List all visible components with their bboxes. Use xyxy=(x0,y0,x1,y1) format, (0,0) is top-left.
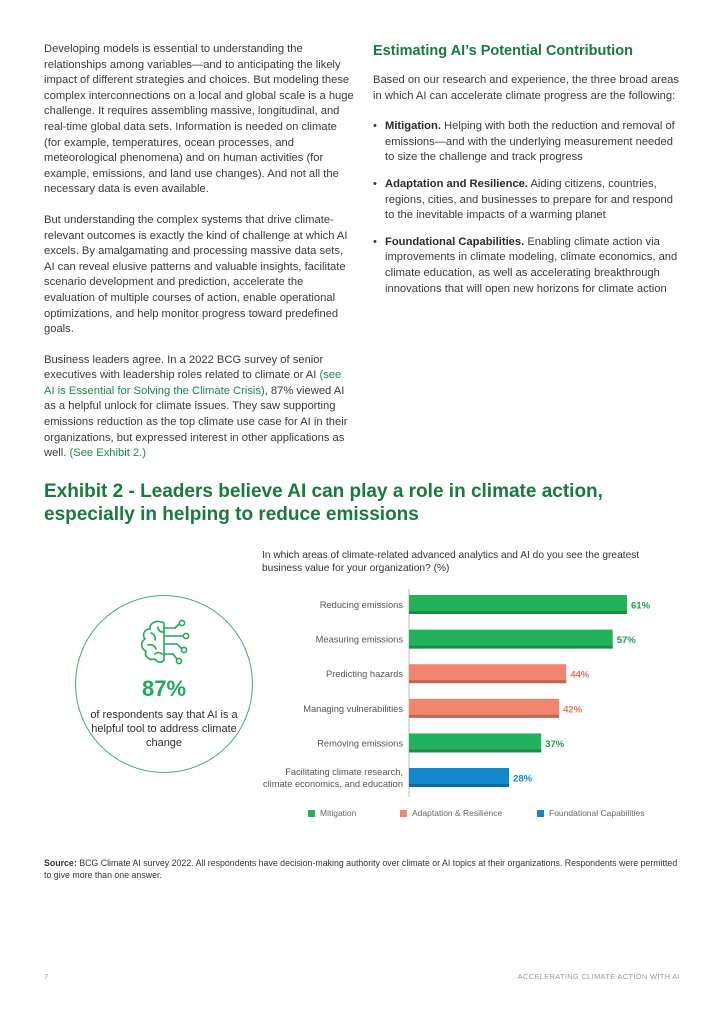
data-label: 37% xyxy=(545,738,565,750)
bar-shadow xyxy=(409,680,566,683)
legend-label: Mitigation xyxy=(320,808,357,818)
bar-shadow xyxy=(409,715,559,718)
survey-text-start: Business leaders agree. In a 2022 BCG survey of senior executives with leadership roles related to climate or AI xyxy=(44,353,324,382)
category-label: climate economics, and education xyxy=(262,779,403,789)
bullet-title: Foundational Capabilities. xyxy=(385,235,525,248)
bullet-glyph: • xyxy=(373,120,377,133)
survey-text-middle: , 87% viewed AI as a helpful unlock for climate issues. They saw supporting emissions reduction as the top climate use case for AI in their organizations, but expressed interest in other applications as well. xyxy=(44,384,348,460)
bullet-text: Aiding citizens, countries, regions, cities, and businesses to prepare for and respond to the inevitable impacts of a warming planet xyxy=(385,177,673,222)
source-note xyxy=(44,857,684,881)
body-paragraph-survey xyxy=(44,353,354,462)
article-link[interactable]: (see AI is Essential for Solving the Climate Crisis) xyxy=(44,369,342,397)
source-label: Source: xyxy=(44,858,77,868)
body-paragraph: Developing models is essential to understanding the relationships among variables—and to anticipating the likely impact of different strategies and choices. But modeling these complex interconnections on a local and global scale is a huge challenge. It requires assembling massive, longitudinal, and real-time global data sets. Information is needed on climate (for example, temperatures, ocean processes, and meteorological phenomena) and on human activities (for example, emissions, and land use changes). And not all the necessary data is even available. xyxy=(44,43,354,196)
bar-shadow xyxy=(409,646,613,649)
bullet-list xyxy=(373,119,683,297)
bullet-item-mitigation xyxy=(373,119,683,166)
stat-label: of respondents say that AI is a helpful tool to address climate change xyxy=(90,709,238,749)
bullet-glyph: • xyxy=(373,177,377,190)
body-paragraph: But understanding the complex systems that drive climate-relevant outcomes is exactly the kind of challenge at which AI excels. By amalgamating and processing massive data sets, AI can reveal elusive patterns and valuable insights, facilitate scenario development and prediction, accelerate the evaluation of multiple courses of action, enable operational optimizations, and help monitor progress toward predefined goals. xyxy=(44,213,348,336)
category-label: Facilitating climate research, xyxy=(285,767,403,777)
data-label: 28% xyxy=(513,773,533,785)
legend-swatch xyxy=(308,810,315,817)
bullet-item-foundational xyxy=(373,235,683,297)
data-label: 57% xyxy=(616,635,636,647)
data-label: 44% xyxy=(570,669,590,681)
legend-swatch xyxy=(537,810,544,817)
source-text: BCG Climate AI survey 2022. All respondents have decision-making authority over climate or AI topics at their organizations. Respondents were permitted to give more than one answer. xyxy=(44,858,678,880)
bullet-text: Helping with both the reduction and removal of emissions—and with the underlying measurement needed to size the challenge and track progress xyxy=(385,120,675,164)
section-intro: Based on our research and experience, the three broad areas in which AI can accelerate climate progress are the following: xyxy=(373,74,679,102)
footer-document-title: ACCELERATING CLIMATE ACTION WITH AI xyxy=(517,972,680,981)
stat-value: 87% xyxy=(141,676,187,701)
bullet-glyph: • xyxy=(373,235,377,248)
exhibit-title: Exhibit 2 - Leaders believe AI can play a role in climate action, especially in helping to reduce emissions xyxy=(44,481,603,525)
category-label: Predicting hazards xyxy=(326,669,403,680)
legend-label: Adaptation & Resilience xyxy=(412,808,503,818)
stat-callout xyxy=(75,595,253,773)
data-label: 42% xyxy=(563,704,583,716)
section-heading: Estimating AI’s Potential Contribution xyxy=(373,43,633,59)
left-column xyxy=(44,42,354,477)
bullet-title: Adaptation and Resilience. xyxy=(385,177,528,190)
page-number: 7 xyxy=(44,972,49,981)
category-label: Measuring emissions xyxy=(315,634,403,645)
right-column xyxy=(373,42,683,308)
data-label: 61% xyxy=(631,600,651,612)
category-label: Reducing emissions xyxy=(319,600,403,610)
bar-shadow xyxy=(409,784,509,787)
bar-shadow xyxy=(409,749,541,752)
exhibit-link[interactable]: (See Exhibit 2.) xyxy=(69,447,146,460)
category-label: Removing emissions xyxy=(317,738,403,749)
bullet-text: Enabling climate action via improvements in climate modeling, climate economics, and climate education, as well as accelerating breakthrough innovations that will open new horizons for climate action xyxy=(385,235,678,295)
legend-label: Foundational Capabilities xyxy=(549,808,645,818)
bullet-title: Mitigation. xyxy=(385,120,441,133)
bar-chart xyxy=(250,585,680,835)
brain-circuit-icon xyxy=(131,618,197,666)
chart-question: In which areas of climate-related advanced analytics and AI do you see the greatest business value for your organization? (%) xyxy=(262,550,640,574)
legend-swatch xyxy=(400,810,407,817)
category-label: Managing vulnerabilities xyxy=(303,703,403,714)
bullet-item-adaptation xyxy=(373,177,683,224)
bar-shadow xyxy=(409,611,627,614)
